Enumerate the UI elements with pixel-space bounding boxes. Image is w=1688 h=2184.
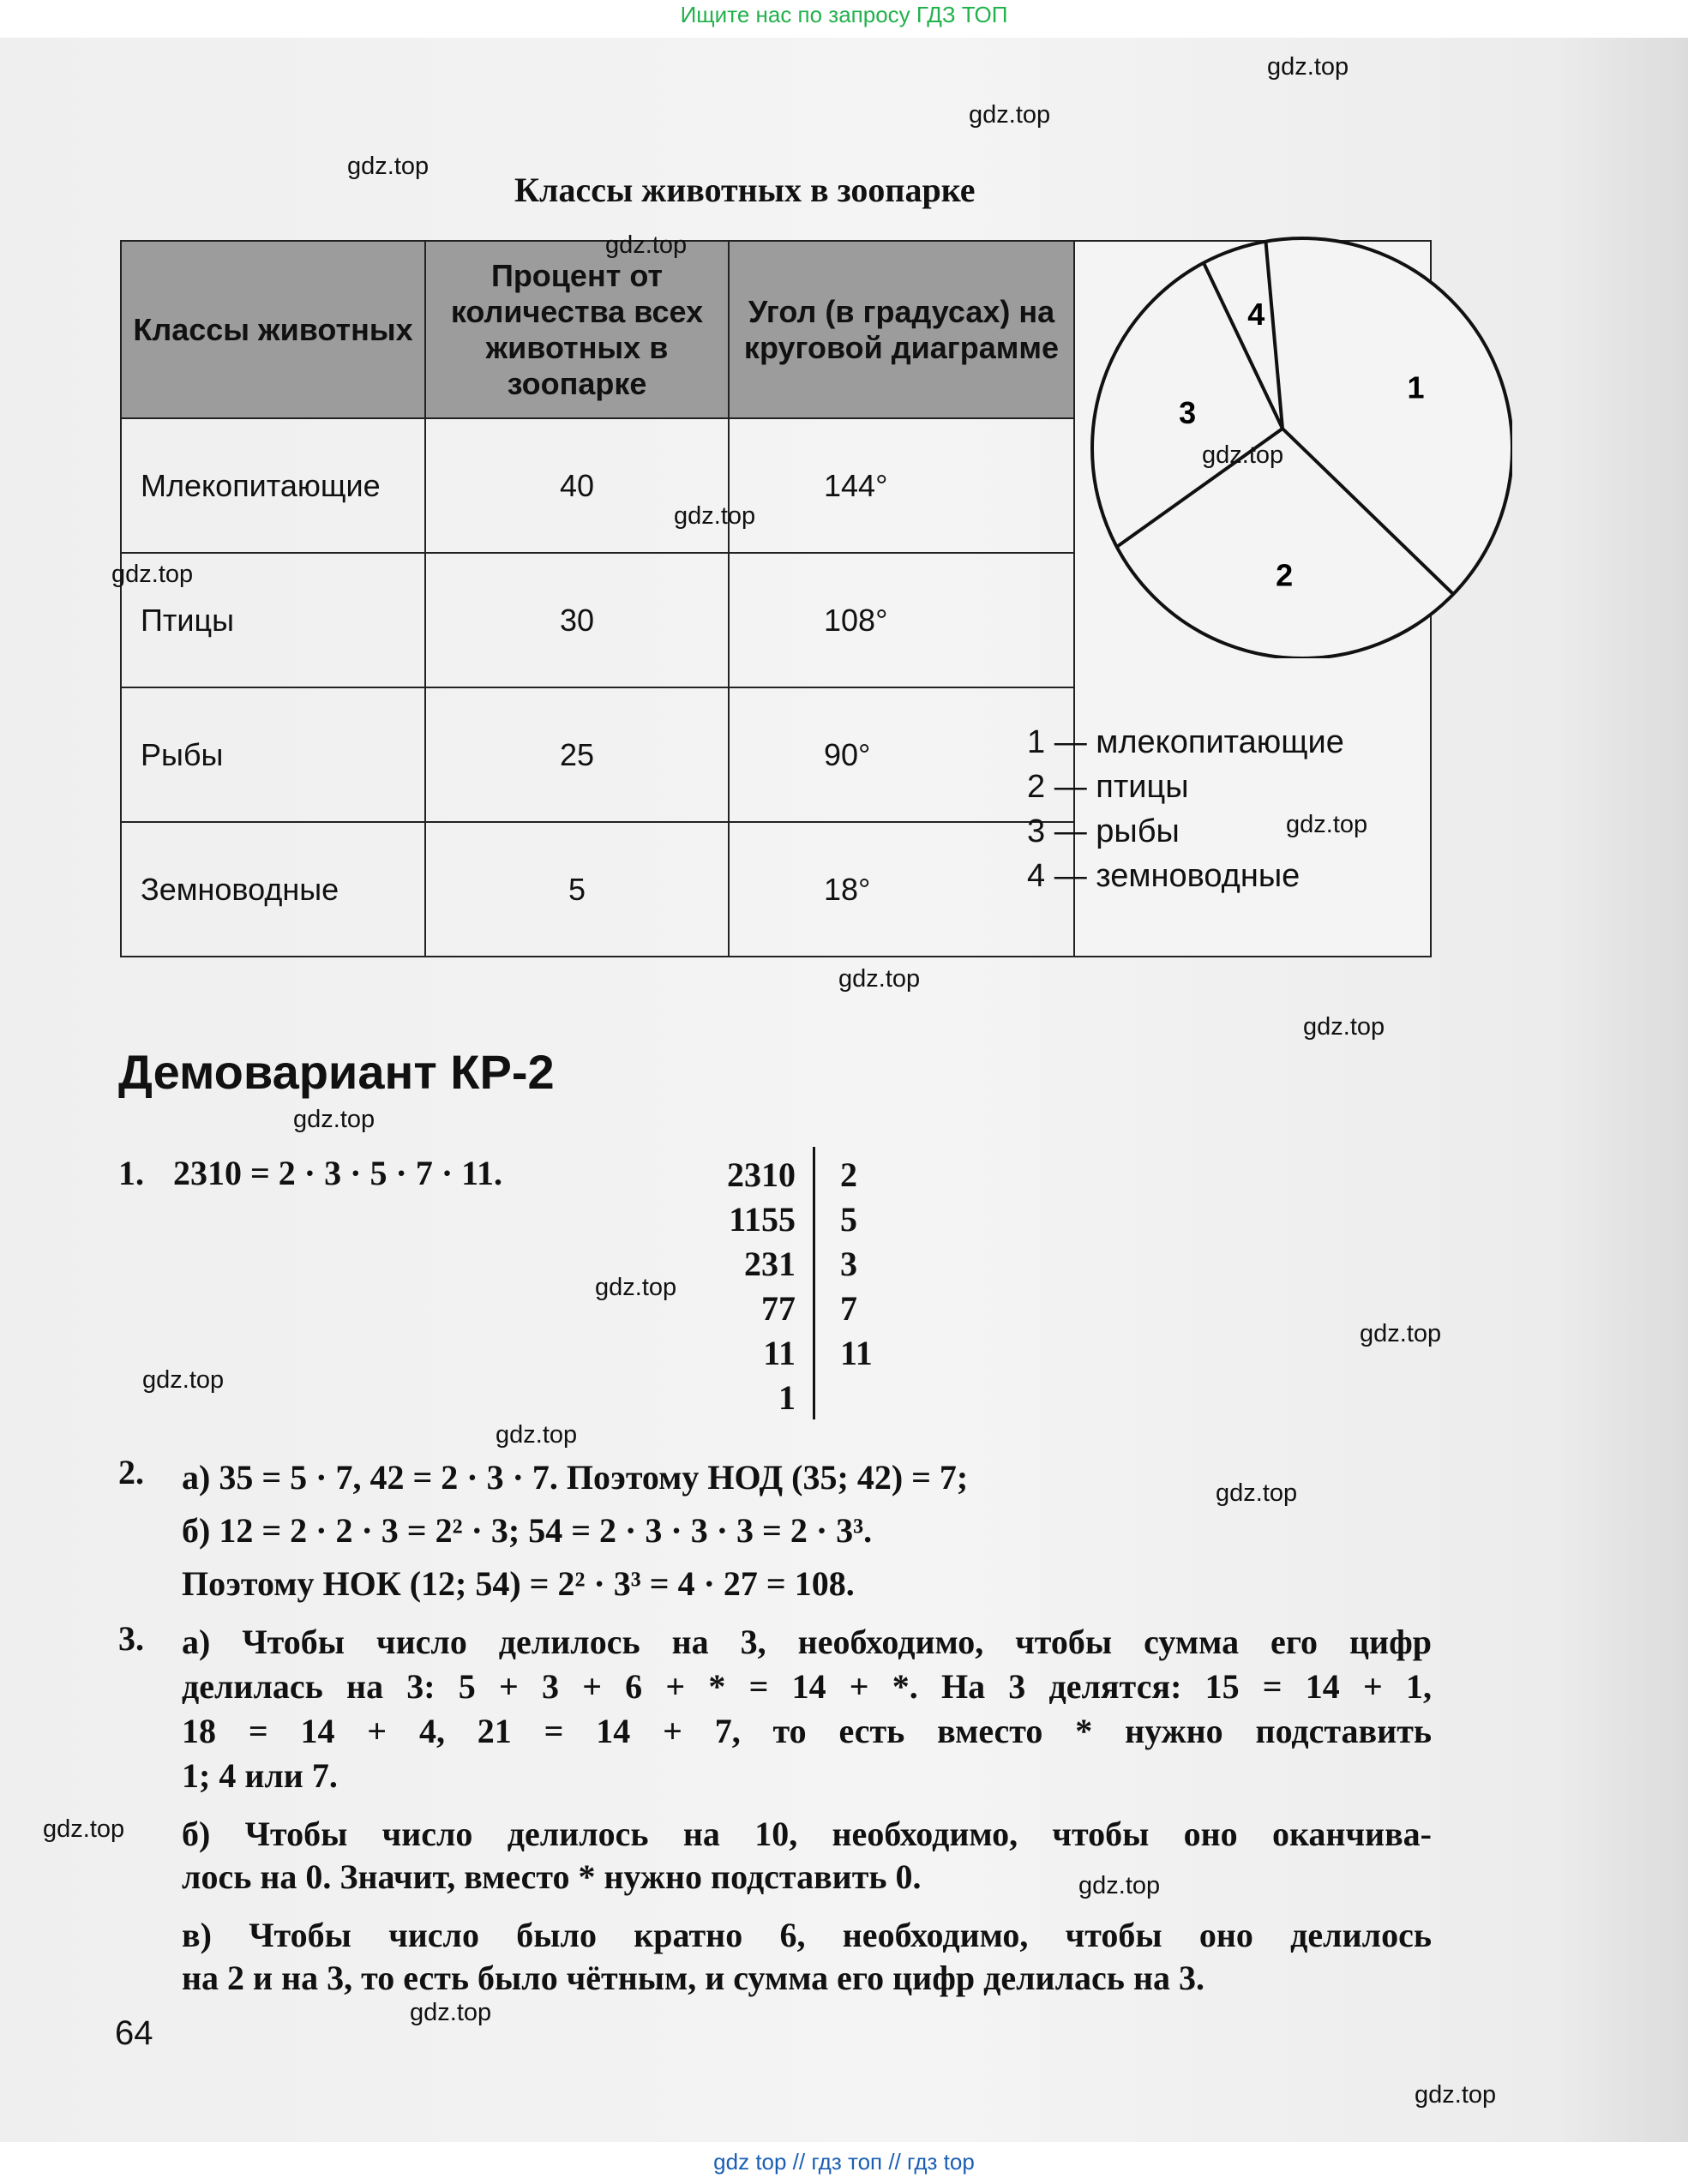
task3-line: в) Чтобы число было кратно 6, необходимо, чтобы оно делилось [182, 1916, 1432, 1954]
factor-value: 2310 [727, 1155, 796, 1194]
row-percent: 25 [425, 687, 729, 822]
row-percent: 40 [425, 418, 729, 553]
row-angle: 90° [729, 687, 1074, 822]
task1-text: 2310 = 2 · 3 · 5 · 7 · 11. [173, 1154, 502, 1192]
watermark: gdz.top [43, 1815, 125, 1843]
factor-value: 5 [840, 1200, 857, 1239]
factor-value: 3 [840, 1245, 857, 1283]
factor-divisors [840, 1153, 873, 1376]
factor-value: 11 [763, 1334, 796, 1372]
watermark: gdz.top [838, 965, 921, 993]
watermark: gdz.top [1267, 53, 1349, 81]
factor-value: 77 [761, 1289, 796, 1328]
pie-label-3: 3 [1179, 395, 1197, 431]
task3-line: 18 = 14 + 4, 21 = 14 + 7, то есть вместо * нужно подставить [182, 1712, 1432, 1750]
watermark: gdz.top [496, 1421, 578, 1449]
factor-value: 2 [840, 1155, 857, 1194]
pie-label-4: 4 [1247, 296, 1265, 332]
watermark: gdz.top [1202, 441, 1284, 469]
pie-label-2: 2 [1276, 557, 1294, 593]
watermark: gdz.top [1360, 1320, 1442, 1347]
factor-divider-line [813, 1147, 815, 1419]
legend-item: 2 — птицы [1027, 769, 1189, 805]
factor-value: 231 [744, 1245, 796, 1283]
table-header-row [121, 241, 1431, 418]
task3-line: лось на 0. Значит, вместо * нужно подставить 0. [182, 1857, 922, 1896]
task3-line: 1; 4 или 7. [182, 1756, 338, 1795]
row-percent: 5 [425, 822, 729, 957]
factor-value: 1155 [729, 1200, 796, 1239]
task-number: 3. [118, 1619, 144, 1658]
factor-value: 7 [840, 1289, 857, 1328]
row-percent: 30 [425, 553, 729, 687]
task-number: 2. [118, 1453, 144, 1491]
row-name: Земноводные [121, 822, 425, 957]
row-name: Млекопитающие [121, 418, 425, 553]
watermark: gdz.top [1303, 1013, 1385, 1041]
task3-line: делилась на 3: 5 + 3 + 6 + * = 14 + *. На 3 делятся: 15 = 14 + 1, [182, 1667, 1432, 1706]
watermark: gdz.top [111, 561, 194, 588]
row-name: Рыбы [121, 687, 425, 822]
pie-chart [1084, 230, 1512, 658]
factor-value: 11 [840, 1334, 873, 1372]
watermark: gdz.top [674, 502, 756, 530]
task3-line: б) Чтобы число делилось на 10, необходимо, чтобы оно оканчива- [182, 1815, 1432, 1853]
legend-item: 1 — млекопитающие [1027, 724, 1344, 760]
page-number: 64 [115, 2014, 153, 2052]
row-angle: 108° [729, 553, 1074, 687]
watermark: gdz.top [1415, 2081, 1497, 2109]
task2-line: б) 12 = 2 · 2 · 3 = 2² · 3; 54 = 2 · 3 · 3 · 3 = 2 · 3³. [182, 1511, 873, 1550]
watermark: gdz.top [605, 231, 688, 259]
row-name: Птицы [121, 553, 425, 687]
row-angle: 18° [729, 822, 1074, 957]
header-percent: Процент от количества всех животных в зоопарке [425, 241, 729, 418]
legend-item: 3 — рыбы [1027, 813, 1180, 849]
watermark: gdz.top [969, 101, 1051, 129]
row-angle: 144° [729, 418, 1074, 553]
watermark: gdz.top [1078, 1872, 1161, 1899]
header-classes: Классы животных [121, 241, 425, 418]
factor-value: 1 [778, 1378, 796, 1417]
task2-line: Поэтому НОК (12; 54) = 2² · 3³ = 4 · 27 = 108. [182, 1564, 855, 1603]
task-number: 1. [118, 1154, 144, 1192]
task2-line: а) 35 = 5 · 7, 42 = 2 · 3 · 7. Поэтому НОД (35; 42) = 7; [182, 1458, 969, 1497]
bottom-footer[interactable]: gdz top // гдз топ // гдз top [713, 2149, 975, 2175]
task3-line: на 2 и на 3, то есть было чётным, и сумма его цифр делилась на 3. [182, 1959, 1204, 1997]
watermark: gdz.top [142, 1366, 225, 1394]
watermark: gdz.top [595, 1274, 677, 1301]
table-title: Классы животных в зоопарке [514, 171, 976, 209]
top-banner[interactable]: Ищите нас по запросу ГДЗ ТОП [680, 2, 1008, 27]
watermark: gdz.top [410, 1999, 492, 2026]
pie-label-1: 1 [1407, 369, 1425, 405]
task3-line: а) Чтобы число делилось на 3, необходимо, чтобы сумма его цифр [182, 1623, 1432, 1661]
watermark: gdz.top [1286, 811, 1368, 838]
watermark: gdz.top [1216, 1479, 1298, 1507]
pie-legend [1027, 720, 1344, 898]
section-title: Демовариант КР-2 [118, 1045, 555, 1099]
legend-item: 4 — земноводные [1027, 858, 1301, 894]
watermark: gdz.top [293, 1106, 375, 1133]
factor-dividends [703, 1153, 796, 1420]
watermark: gdz.top [347, 153, 430, 180]
header-angle: Угол (в градусах) на круговой диаграмме [729, 241, 1074, 418]
